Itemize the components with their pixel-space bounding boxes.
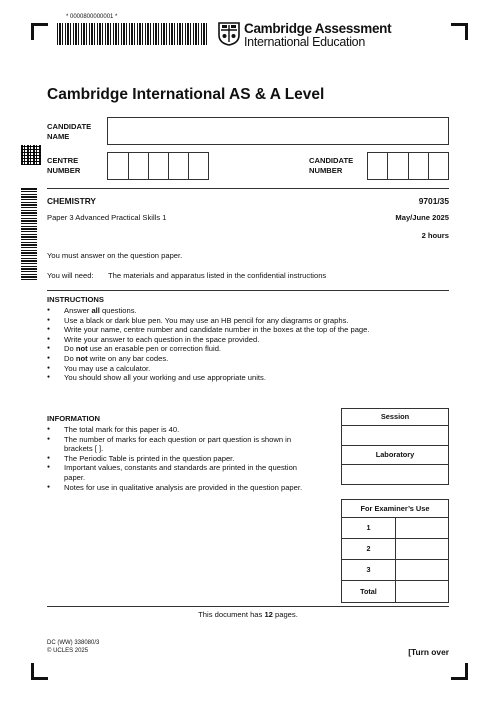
divider [47,290,449,291]
information-heading: INFORMATION [47,414,101,423]
barcode-text: * 0000800000001 * [66,14,118,20]
list-item: ● You should show all your working and use appropriate units. [47,373,427,383]
examiner-mark-cell [395,517,448,538]
page-count: This document has 12 pages. [198,610,298,619]
examiners-use-box [341,499,449,603]
information-list [47,425,319,492]
cambridge-crest-icon [218,22,240,46]
examiner-row-label: Total [342,580,395,602]
list-item: ● Write your answer to each question in the space provided. [47,335,427,345]
candidate-name-field[interactable] [107,117,449,145]
logo-line2: International Education [244,35,365,49]
examiner-mark-cell [395,580,448,602]
exam-session: May/June 2025 [395,213,449,222]
list-item: ● Do not write on any bar codes. [47,354,427,364]
document-code: DC (WW) 338080/3 [47,640,100,646]
instructions-heading: INSTRUCTIONS [47,295,104,304]
list-item: ● Important values, constants and standards are printed in the question paper. [47,463,319,482]
list-item: ● The Periodic Table is printed in the question paper. [47,454,319,464]
instructions-list [47,306,427,383]
list-item: ● Notes for use in qualitative analysis are provided in the question paper. [47,483,319,493]
divider [47,188,449,189]
centre-number-label: CENTRE NUMBER [47,156,81,175]
paper-code: 9701/35 [418,196,449,206]
you-will-need-label: You will need: [47,271,94,280]
divider [47,606,449,607]
centre-number-field[interactable] [107,152,209,180]
subject: CHEMISTRY [47,196,97,206]
list-item: ● Do not use an erasable pen or correction fluid. [47,344,427,354]
corner-mark-top-right [451,23,468,40]
corner-mark-top-left [31,23,48,40]
answer-note: You must answer on the question paper. [47,251,183,260]
duration: 2 hours [421,231,449,240]
examiners-use-title: For Examiner’s Use [360,504,430,513]
list-item: ● Use a black or dark blue pen. You may use an HB pencil for any diagrams or graphs. [47,316,427,326]
list-item: ● The number of marks for each question or part question is shown in brackets [ ]. [47,435,319,454]
examiner-mark-cell [395,538,448,559]
candidate-name-label: CANDIDATE NAME [47,122,92,141]
laboratory-label: Laboratory [375,450,415,459]
examiner-row-label: 1 [342,517,395,538]
examiner-row-label: 3 [342,559,395,580]
you-will-need-text: The materials and apparatus listed in the confidential instructions [108,271,327,280]
session-box [341,408,449,485]
candidate-number-label: CANDIDATE NUMBER [309,156,354,175]
list-item: ● Write your name, centre number and candidate number in the boxes at the top of the page. [47,325,427,335]
examiner-row-label: 2 [342,538,395,559]
paper-name: Paper 3 Advanced Practical Skills 1 [47,213,167,222]
session-label: Session [380,412,410,421]
list-item: ● You may use a calculator. [47,364,427,374]
corner-mark-bottom-right [451,663,468,680]
list-item: ● The total mark for this paper is 40. [47,425,319,435]
turn-over: [Turn over [408,647,449,657]
corner-mark-bottom-left [31,663,48,680]
list-item: ● Answer all questions. [47,306,427,316]
copyright: © UCLES 2025 [47,648,89,654]
top-barcode [57,23,207,45]
qr-code [21,145,41,165]
side-barcode [21,188,37,280]
candidate-number-field[interactable] [367,152,449,180]
page-title: Cambridge International AS & A Level [47,86,325,103]
examiner-mark-cell [395,559,448,580]
logo-line1: Cambridge Assessment [244,21,392,36]
